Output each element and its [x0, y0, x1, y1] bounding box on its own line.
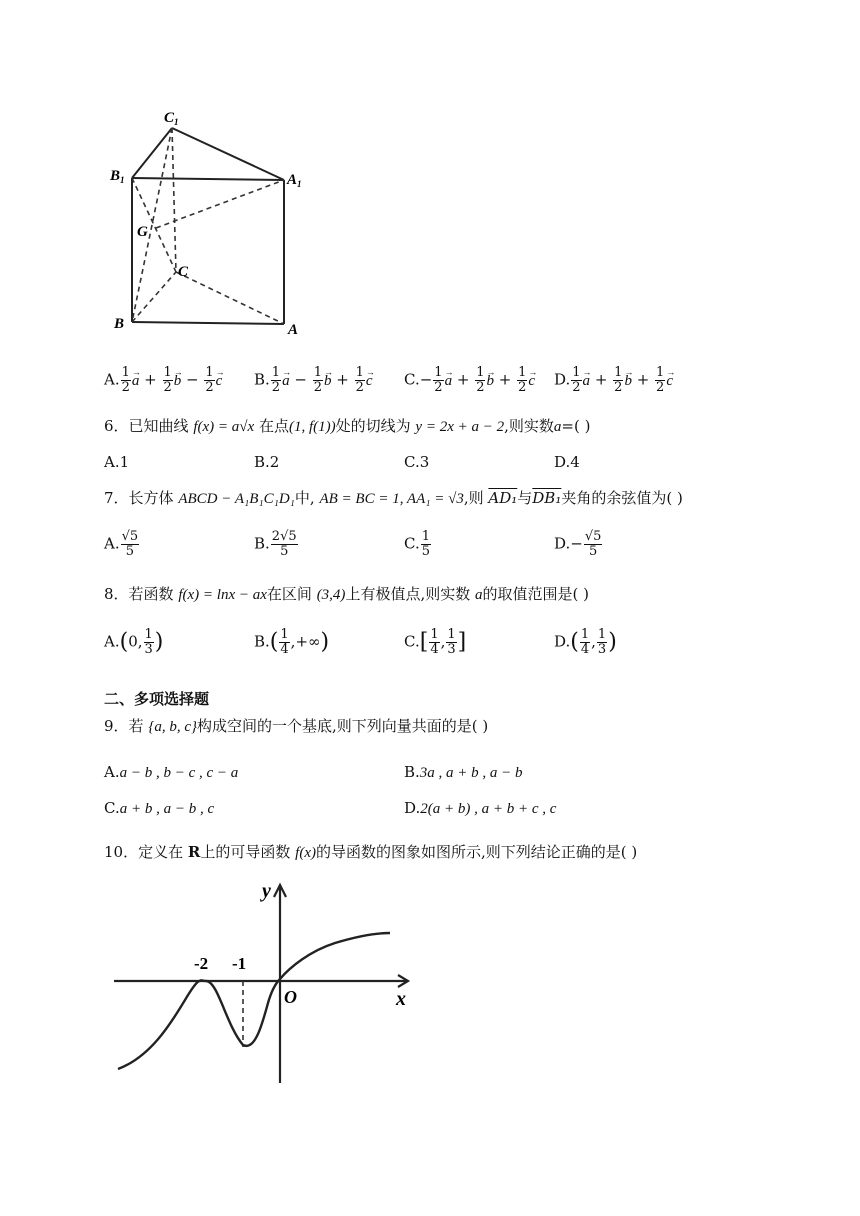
- q7-option-b[interactable]: B. $\frac{2√5}{5}$: [254, 529, 297, 559]
- edge-b-c: [132, 272, 176, 322]
- q6-option-c[interactable]: C.3: [404, 453, 430, 471]
- edge-b1-a1: [132, 178, 284, 180]
- q7-stem: 7．长方体 ABCD − A₁B₁C₁D₁中, AB = BC = 1, AA₁ = √3,则 AD₁与DB₁夹角的余弦值为( ): [104, 489, 683, 507]
- derivative-curve: [118, 933, 390, 1069]
- q7-option-d[interactable]: D.− $\frac{√5}{5}$: [554, 529, 602, 559]
- q9-stem: 9．若 {a, b, c}构成空间的一个基底,则下列向量共面的是( ): [104, 717, 489, 735]
- label-neg2: -2: [194, 954, 209, 973]
- q7-option-a[interactable]: A. $\frac{√5}{5}$: [104, 529, 139, 559]
- q6-option-a[interactable]: A.1: [104, 453, 130, 471]
- q10-stem: 10．定义在 R上的可导函数 f(x)的导函数的图象如图所示,则下列结论正确的是( ): [104, 843, 638, 861]
- q9-option-d[interactable]: D.2(a + b) , a + b + c , c: [404, 799, 557, 817]
- q6-stem: 6．已知曲线 f(x) = a√x 在点(1, f(1))处的切线为 y = 2x + a − 2,则实数a=( ): [104, 417, 591, 435]
- label-c: C: [178, 264, 189, 280]
- q6-option-b[interactable]: B.2: [254, 453, 280, 471]
- label-c1: $C_1$: [164, 110, 179, 127]
- edge-c1-a1: [172, 128, 284, 180]
- q8-option-b[interactable]: B.( $\frac{1}{4}$ ,+∞): [254, 627, 330, 657]
- label-a1: $A_1$: [287, 172, 302, 189]
- edge-c1-c: [172, 128, 176, 272]
- label-o: O: [284, 987, 297, 1007]
- q5-option-c[interactable]: C.− $\frac{1}{2}$ → a + $\frac{1}{2}$ → b + $\frac{1}{2}$ → c: [404, 366, 535, 395]
- q8-option-a[interactable]: A.(0, $\frac{1}{3}$ ): [104, 627, 164, 657]
- q5-option-b[interactable]: B. $\frac{1}{2}$ → a − $\frac{1}{2}$ → b + $\frac{1}{2}$ → c: [254, 366, 373, 395]
- seg-g-a1: [156, 180, 284, 228]
- q8-option-c[interactable]: C.[ $\frac{1}{4}$ , $\frac{1}{3}$ ]: [404, 627, 467, 657]
- q9-option-b[interactable]: B.3a , a + b , a − b: [404, 763, 523, 781]
- prism-figure: [100, 100, 320, 345]
- label-y: y: [262, 880, 271, 902]
- edge-b-a: [132, 322, 284, 324]
- q7-option-c[interactable]: C. $\frac{1}{5}$: [404, 529, 430, 559]
- q8-stem: 8．若函数 f(x) = lnx − ax在区间 (3,4)上有极值点,则实数 a的取值范围是( ): [104, 585, 589, 603]
- edge-c-a: [176, 272, 284, 324]
- label-x: x: [396, 988, 406, 1010]
- edge-b1-c1: [132, 128, 172, 178]
- label-a: A: [288, 322, 299, 338]
- q9-option-c[interactable]: C.a + b , a − b , c: [104, 799, 215, 817]
- label-neg1: -1: [232, 954, 247, 973]
- q9-option-a[interactable]: A.a − b , b − c , c − a: [104, 763, 239, 781]
- label-b: B: [114, 316, 125, 332]
- label-b1: $B_1$: [110, 168, 125, 185]
- section-title: 二、多项选择题: [104, 690, 210, 708]
- q8-option-d[interactable]: D.( $\frac{1}{4}$ , $\frac{1}{3}$ ): [554, 627, 617, 657]
- q5-option-d[interactable]: D. $\frac{1}{2}$ → a + $\frac{1}{2}$ → b + $\frac{1}{2}$ → c: [554, 366, 673, 395]
- label-g: G: [137, 224, 148, 240]
- derivative-graph: [110, 875, 420, 1090]
- q6-option-d[interactable]: D.4: [554, 453, 580, 471]
- q5-option-a[interactable]: A. $\frac{1}{2}$ → a + $\frac{1}{2}$ → b − $\frac{1}{2}$ → c: [104, 366, 222, 395]
